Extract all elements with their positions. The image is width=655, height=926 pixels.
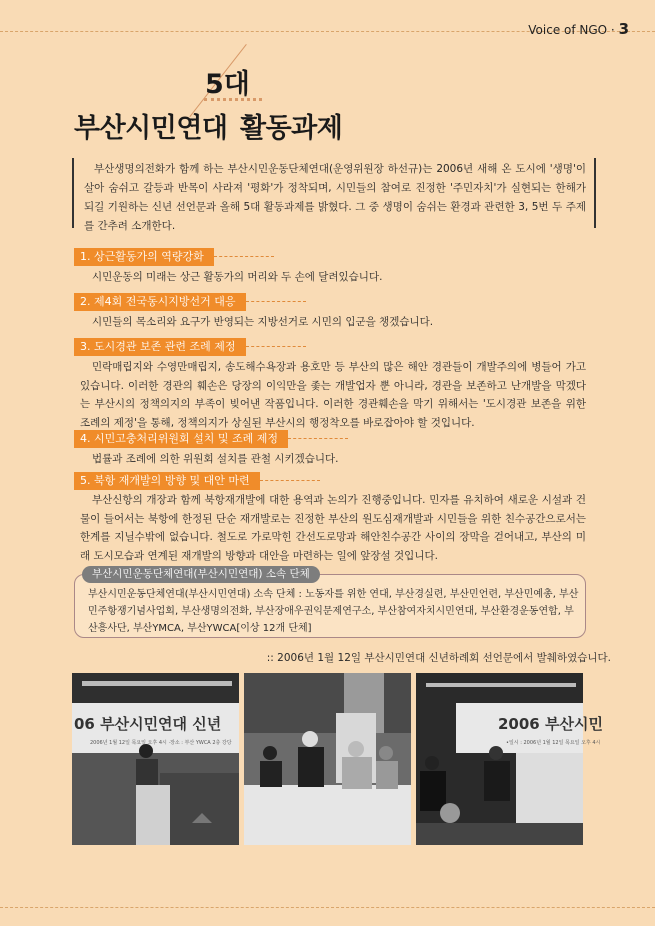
running-header [528, 20, 629, 38]
members-box-label: 부산시민운동단체연대(부산시민연대) 소속 단체 [82, 566, 320, 583]
running-title: Voice of NGO · [528, 23, 619, 37]
section-4-heading: 4. 시민고충처리위원회 설치 및 조례 제정 [74, 430, 288, 448]
source-note: :: 2006년 1월 12일 부산시민연대 신년하례회 선언문에서 발췌하였습니다. [266, 652, 611, 664]
section-1-heading: 1. 상근활동가의 역량강화 [74, 248, 214, 266]
photo-1-subtext: 2006년 1월 12일 목요일 오후 4시 ·장소 : 부산 YWCA 2층 강당 [90, 740, 232, 746]
photo-1-image [72, 673, 239, 845]
photo-1 [72, 673, 239, 845]
intro-bracket-left [72, 158, 74, 228]
photo-3-subtext: •일시 : 2006년 1월 12일 목요일 오후 4시 [506, 740, 601, 746]
title-part1: 부산시민연대 [74, 113, 228, 144]
section-2-body: 시민들의 목소리와 요구가 반영되는 지방선거로 시민의 입군을 챙겠습니다. [92, 316, 434, 328]
title-part2: 활동과제 [240, 113, 343, 144]
title-number: 5대 [205, 69, 250, 100]
section-4-body: 법률과 조례에 의한 위원회 설치를 관철 시키겠습니다. [92, 453, 339, 465]
photo-3 [416, 673, 603, 845]
photo-1-banner: 06 부산시민연대 신년 [74, 715, 222, 733]
section-2-heading: 2. 제4회 전국동시지방선거 대응 [74, 293, 246, 311]
page-number: 3 [618, 20, 629, 38]
section-3-body: 민락매립지와 수영만매립지, 송도해수욕장과 용호만 등 부산의 많은 해안 경관들이 개발주의에 병들어 가고 있습니다. 이러한 경관의 훼손은 당장의 이익만을 좇는 개발업자 뿐 아니라, 경관을 보존하고 난개발을 막겠다는 부산시의 정책의지의 부족이 빚어낸 작품입니다. 이러한 경관훼손을 막기 위해서는 '도시경관 보존을 위한 조례의 제정'을 통해, 정책의지가 상실된 부산시의 행정착오를 바로잡아야 할 것입니다. [80, 361, 586, 429]
photo-3-banner: 2006 부산시민 [498, 715, 603, 733]
intro-paragraph: 부산생명의전화가 함께 하는 부산시민운동단체연대(운영위원장 하선규)는 2006년 새해 온 도시에 '생명'이 살아 숨쉬고 갈등과 반목이 사라져 '평화'가 정착되며, 시민들의 참여로 진정한 '주민자치'가 실현되는 한해가 되길 기원하는 신년 선언문과 올해 5대 활동과제를 밝혔다. 그 중 생명이 숨쉬는 환경과 관련한 3, 5번 두 주제를 간추려 소개한다. [84, 163, 586, 232]
intro-bracket-right [594, 158, 596, 228]
section-5-heading: 5. 북항 재개발의 방향 및 대안 마련 [74, 472, 260, 490]
photo-2 [244, 673, 411, 845]
photo-2-image [244, 673, 411, 845]
section-1-body: 시민운동의 미래는 상근 활동가의 머리와 두 손에 달려있습니다. [92, 271, 383, 283]
footer-rule [0, 907, 655, 908]
section-3-heading: 3. 도시경관 보존 관련 조례 제정 [74, 338, 246, 356]
members-box-text: 부산시민운동단체연대(부산시민연대) 소속 단체 : 노동자를 위한 연대, 부산경실련, 부산민언련, 부산민예총, 부산민주항쟁기념사업회, 부산생명의전화, 부산장애우권익문제연구소, 부산참여자치시민연대, 부산환경운동연합, 부산흥사단, 부산YMCA, 부산YWCA[이상 12개 단체] [88, 589, 579, 634]
photo-3-image [416, 673, 583, 845]
section-5-body: 부산신항의 개장과 함께 북항재개발에 대한 용역과 논의가 진행중입니다. 민자를 유치하여 새로운 시설과 건물이 들어서는 북항에 한정된 단순 재개발로는 진정한 부산의 원도심재개발과 시민들을 위한 친수공간으로서는 한계를 지닐수밖에 없습니다. 철도로 가로막힌 간선도로망과 해안친수공간 사이의 장막을 걷어내고, 부산의 미래 도시모습과 연계된 재개발의 방향과 대안을 마련하는 일에 앞장설 것입니다. [80, 494, 586, 562]
